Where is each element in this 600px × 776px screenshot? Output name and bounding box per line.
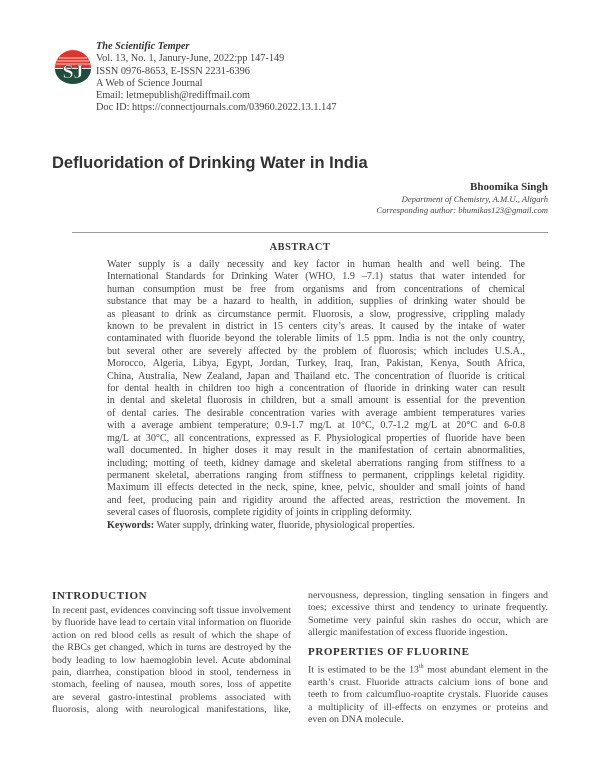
- properties-body: [308, 661, 548, 726]
- text-line: mg/L at 30°C, all concentrations, expressed as F. Physiological properties of fluoride have been: [107, 432, 525, 444]
- text-line: body leading to low haemoglobin level. Acute abdominal: [52, 654, 291, 666]
- text-line: even on DNA molecule.: [308, 713, 404, 725]
- journal-index: A Web of Science Journal: [96, 77, 203, 89]
- text-line: permanent skeletal, aberrations ranging from stiffness to permanent, cripplings keletal rigidity.: [107, 469, 525, 481]
- text-line: Morocco, Algeria, Libya, Egypt, Jordan, Turkey, Iraq, Iran, Pakistan, Kenya, South Africa,: [107, 358, 525, 370]
- text-line: allergic manifestation of excess fluoride ingestion.: [308, 627, 508, 639]
- journal-email: Email: letmepublish@rediffmail.com: [96, 90, 250, 102]
- text-line: Maximum ill effects detected in the neck, spine, knee, pelvic, shoulder and small joints of hand: [107, 482, 525, 494]
- text-line: with a average ambient temperature; 0.9-1.7 mg/L at 10°C, 0.7-1.2 mg/L at 20°C and 6-0.8: [107, 420, 525, 432]
- introduction-heading: INTRODUCTION: [52, 590, 148, 602]
- text-line: in dental and skeletal fluorosis in children, but a small amount is essential for the prevention: [107, 395, 525, 407]
- keywords-label: Keywords:: [107, 520, 155, 531]
- text-line: of dental caries. The desirable concentration varies with average ambient temperatures varies: [107, 407, 525, 419]
- text-line: the RBCs get changed, which in turns are destroyed by the: [52, 642, 291, 654]
- abstract-body: [107, 259, 525, 520]
- paper-title: Defluoridation of Drinking Water in India: [52, 154, 368, 172]
- author-corresponding: Corresponding author: bhumikas123@gmail.com: [376, 205, 548, 215]
- introduction-body: [52, 605, 291, 717]
- properties-heading: PROPERTIES OF FLUORINE: [308, 646, 470, 658]
- journal-doc-id: Doc ID: https://connectjournals.com/03960.2022.13.1.147: [96, 102, 337, 114]
- journal-header: [96, 41, 337, 115]
- text-line: a multiplicity of ill-effects on enzymes or proteins and: [308, 701, 548, 713]
- text-line: fluorosis, along with neurological manifestations, like,: [52, 704, 291, 716]
- text-line: but several other are severely affected by the problem of fluorosis; which includes U.S.A.,: [107, 345, 525, 357]
- divider: [72, 232, 548, 233]
- text-line: China, Australia, New Zealand, Japan and Thailand etc. The concentration of fluoride is critical: [107, 370, 525, 382]
- text-line: It is estimated to be the 13th most abundant element in the: [308, 664, 548, 676]
- text-line: stomach, feeling of nausea, mouth sores, loss of appetite: [52, 679, 291, 691]
- journal-volume: Vol. 13, No. 1, Janury-June, 2022:pp 147-149: [96, 53, 285, 65]
- introduction-body-continued: [308, 590, 548, 640]
- text-line: teeth to from calcumfluo-roaptite crystals. Fluoride causes: [308, 689, 548, 701]
- text-line: toes; excessive thirst and tendency to urinate frequently.: [308, 602, 548, 614]
- author-department: Department of Chemistry, A.M.U., Aligarh: [401, 194, 548, 204]
- text-line: wall documented. In higher doses it may result in the manifestation of certain abnormalities,: [107, 445, 525, 457]
- text-line: pain, diarrhea, constipation blood in stool, tenderness in: [52, 667, 291, 679]
- text-line: contaminated with fluoride beyond the tolerable limits of 1.5 ppm. India is not the only country,: [107, 333, 525, 345]
- text-line: nervousness, depression, tingling sensation in fingers and: [308, 590, 548, 601]
- text-line: as pleasant to drink as circumstance permit. Fluorosis, a slow, progressive, crippling malady: [107, 308, 525, 320]
- text-line: several cases of fluorosis, complete rigidity of joints in crippling deformity.: [107, 507, 412, 519]
- journal-issn: ISSN 0976-8653, E-ISSN 2231-6396: [96, 65, 250, 77]
- journal-name: The Scientific Temper: [96, 41, 190, 52]
- svg-text:SJ: SJ: [62, 61, 84, 83]
- author-name: Bhoomika Singh: [470, 181, 548, 193]
- text-line: action on red blood cells as result of which the shape of: [52, 629, 291, 641]
- text-line: International Standards for Drinking Water (WHO, 1.9 –7.1) status that water intended for: [107, 271, 525, 283]
- text-line: Sometime very painful skin rashes do occur, which are: [308, 614, 548, 626]
- text-line: for dental health in children too high a concentration of fluoride in drinking water can result: [107, 383, 525, 395]
- text-line: In recent past, evidences convincing soft tissue involvement: [52, 605, 291, 616]
- text-line: and feet, producing pain and rigidity around the affected areas, restriction the movement. In: [107, 494, 525, 506]
- text-line: including; motting of teeth, kidney damage and skeletal aberrations ranging from stiffness to a: [107, 457, 525, 469]
- journal-logo: [53, 48, 93, 89]
- text-line: Water supply is a daily necessity and key factor in human health and well being. The: [107, 259, 525, 270]
- author-block: [376, 180, 548, 216]
- text-line: known to be prevalent in district in 15 centers city’s areas. It caused by the intake of water: [107, 321, 525, 333]
- text-line: substance that may be a hazard to health, in addition, supplies of drinking water should be: [107, 296, 525, 308]
- keywords: [107, 520, 415, 531]
- text-line: by fluoride have lead to certain vital information on fluoride: [52, 617, 291, 629]
- keywords-text: Water supply, drinking water, fluoride, physiological properties.: [156, 520, 415, 531]
- text-line: earth’s crust. Fluoride attracts calcium ions of bone and: [308, 676, 548, 688]
- text-line: are several gastro-intestinal problems associated with: [52, 691, 291, 703]
- abstract-heading: ABSTRACT: [269, 242, 331, 253]
- text-line: human consumption must be free from organisms and from concentrations of chemical: [107, 283, 525, 295]
